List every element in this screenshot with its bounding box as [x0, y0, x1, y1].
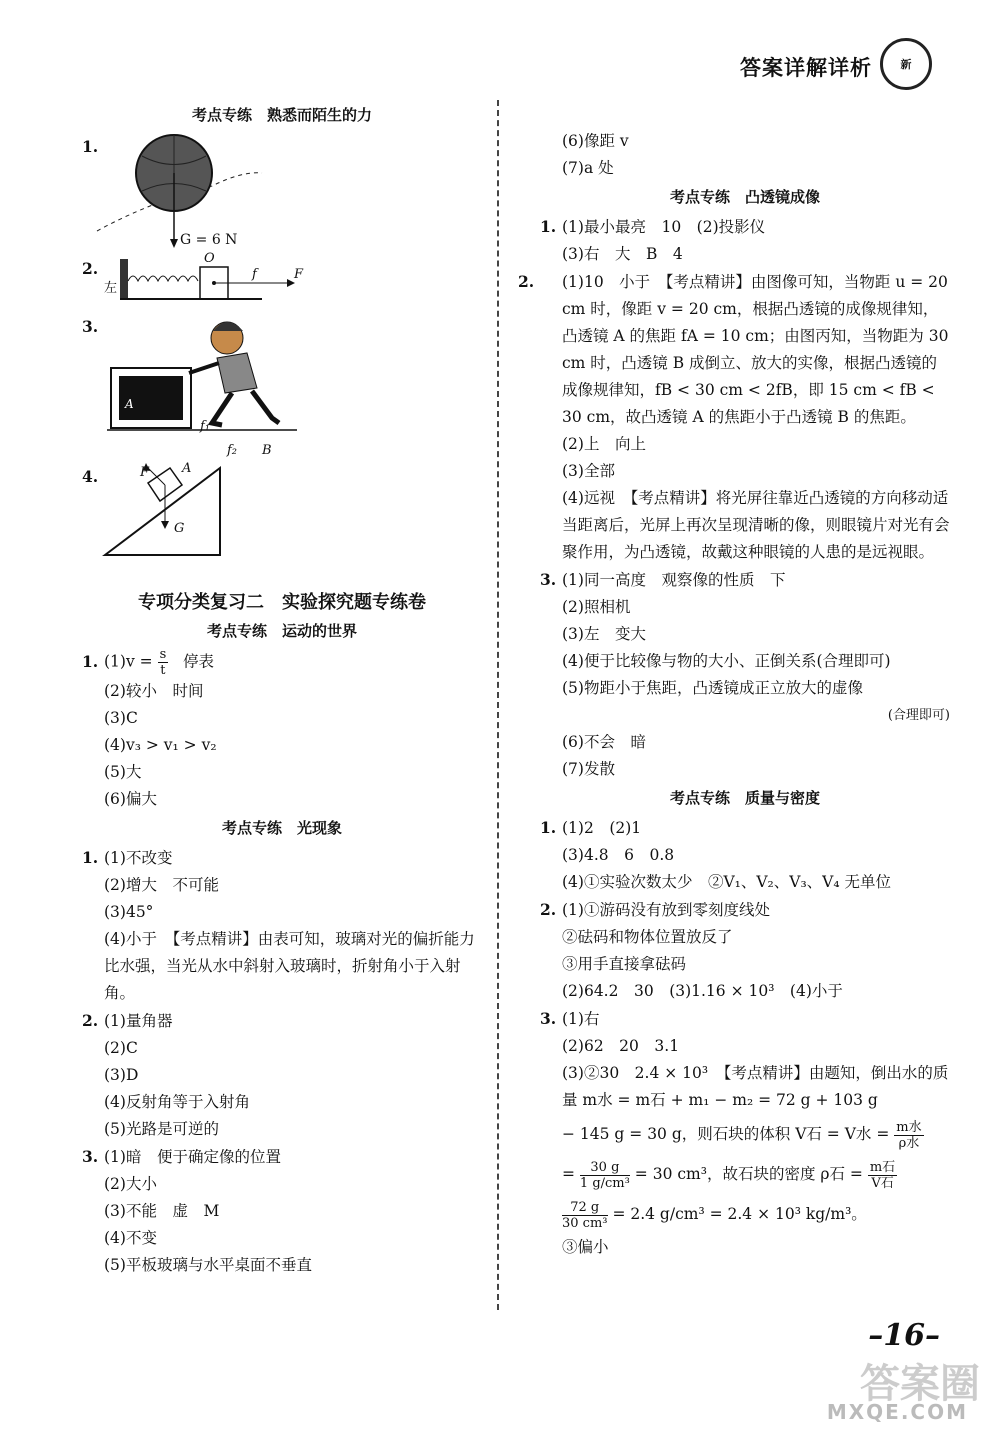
- motion-q1: [82, 647, 482, 678]
- section-title-motion: 考点专练 运动的世界: [206, 622, 357, 640]
- figure-3: [82, 313, 482, 463]
- answer-line: [540, 1114, 950, 1154]
- fraction-numerator: m石: [869, 1159, 896, 1175]
- answer-line: (4)便于比较像与物的大小、正倒关系(合理即可): [562, 652, 891, 670]
- answer-line: (6)偏大: [104, 790, 157, 808]
- answer-line: (3)右 大 B 4: [562, 245, 683, 263]
- answer-line: (3)D: [104, 1066, 139, 1084]
- answer-text: (1)暗 便于确定像的位置: [104, 1148, 281, 1166]
- answer-line: (5)物距小于焦距，凸透镜成正立放大的虚像: [562, 679, 863, 697]
- answer-text: 停表: [183, 652, 215, 671]
- chapter-title: 专项分类复习二 实验探究题专练卷: [138, 592, 426, 613]
- fraction-numerator: 72 g: [562, 1200, 608, 1216]
- answer-line: = $\frac{30 g}{\text{1 g/cm³}}$ = 30 cm³，故石块的密度 ρ石 = $\frac{\text{m石}}{\text{V石}}$: [562, 1159, 896, 1191]
- fraction-numerator: m水: [896, 1119, 922, 1135]
- gravity-label: G = 6 N: [180, 232, 238, 248]
- fraction-denominator: 30 cm³: [562, 1215, 608, 1231]
- fraction-denominator: V石: [871, 1175, 894, 1191]
- answer-line: ③偏小: [562, 1238, 609, 1256]
- answer-text: (1)①游码没有放到零刻度线处: [562, 901, 770, 919]
- lens-q2: [518, 268, 950, 431]
- fraction-numerator: s: [159, 647, 167, 662]
- lens-q1: [540, 213, 950, 241]
- light-q2: [82, 1007, 482, 1035]
- answer-text: (1)右: [562, 1010, 600, 1028]
- lens-q3: [540, 566, 950, 594]
- f2-label: f₂: [227, 443, 238, 458]
- answer-paragraph: (3)②30 2.4 × 10³ 【考点精讲】由题知，倒出水的质量 m水 = m石 + m₁ − m₂ = 72 g + 103 g: [562, 1064, 949, 1109]
- figure-number: 4.: [82, 467, 99, 486]
- volume-fraction: [894, 1120, 923, 1151]
- f1-label: f₁: [200, 419, 211, 434]
- question-number: 3.: [540, 570, 557, 589]
- force-f-label: F: [140, 465, 150, 480]
- answer-line: (4)v₃ > v₁ > v₂: [104, 736, 217, 754]
- question-number: 2.: [82, 1011, 99, 1030]
- mass-q2: [540, 896, 950, 924]
- boy-pushing-box-diagram: [107, 313, 327, 463]
- density-value-fraction: [562, 1200, 608, 1231]
- answer-text: = 2.4 g/cm³ = 2.4 × 10³ kg/m³。: [612, 1205, 867, 1223]
- page-number: –16–: [868, 1318, 940, 1353]
- answer-line: (3)45°: [104, 903, 154, 921]
- answer-text: (1)最小最亮 10 (2)投影仪: [562, 218, 766, 236]
- answer-line: (2)62 20 3.1: [562, 1037, 680, 1055]
- answer-text: (1)v =: [104, 652, 153, 671]
- logo-text: 新: [900, 58, 912, 71]
- answer-line: (2)照相机: [562, 598, 631, 616]
- header-title: 答案详解详析: [740, 56, 872, 80]
- figure-2: [82, 251, 482, 313]
- answer-line: (6)像距 v: [562, 132, 629, 150]
- question-number: 1.: [82, 848, 99, 867]
- answer-line: ②砝码和物体位置放反了: [562, 928, 733, 946]
- answer-paragraph: (1)10 小于 【考点精讲】由图像可知，当物距 u = 20 cm 时，像距 v = 20 cm，根据凸透镜的成像规律知，凸透镜 A 的焦距 fA = 10 cm；由图丙知，当物距为 30 cm 时，凸透镜 B 成倒立、放大的实像，根据凸透镜的成像规律知，fB < 30 cm < 2fB，即 15 cm < fB < 30 cm，故凸透镜 A 的焦距小于凸透镜 B 的焦距。: [562, 273, 949, 426]
- answer-line: (3)全部: [562, 462, 615, 480]
- question-number: 3.: [82, 1147, 99, 1166]
- column-divider: [497, 100, 499, 1310]
- fraction-denominator: ρ水: [898, 1135, 920, 1151]
- block-a-label: A: [182, 461, 192, 476]
- answer-text: (1)同一高度 观察像的性质 下: [562, 571, 786, 589]
- answer-line: (5)光路是可逆的: [104, 1120, 219, 1138]
- fraction-denominator: 1 g/cm³: [579, 1175, 630, 1191]
- figure-number: 3.: [82, 317, 99, 336]
- figure-4: [82, 463, 482, 583]
- answer-paragraph: (4)小于 【考点精讲】由表可知，玻璃对光的偏折能力比水强，当光从水中斜射入玻璃时，折射角小于入射角。: [104, 930, 475, 1002]
- answer-line: ③用手直接拿砝码: [562, 955, 687, 973]
- answer-line: (4)不变: [104, 1229, 157, 1247]
- speed-fraction: [158, 647, 169, 678]
- answer-line: (4)①实验次数太少 ②V₁、V₂、V₃、V₄ 无单位: [562, 873, 892, 891]
- answer-line: (2)C: [104, 1039, 138, 1057]
- answer-line: [540, 1194, 950, 1234]
- answer-text: (1)2 (2)1: [562, 819, 642, 837]
- point-b-label: B: [262, 443, 272, 458]
- fraction-denominator: t: [160, 663, 166, 678]
- answer-line: (6)不会 暗: [562, 733, 646, 751]
- fraction-numerator: 30 g: [580, 1160, 630, 1176]
- mass-q3: [540, 1005, 950, 1033]
- friction-label: f: [252, 267, 257, 282]
- answer-line: (3)不能 虚 M: [104, 1202, 220, 1220]
- density-fraction: [868, 1160, 897, 1191]
- answer-line: (2)大小: [104, 1175, 157, 1193]
- answer-line: (2)增大 不可能: [104, 876, 219, 894]
- answer-line: (2)上 向上: [562, 435, 646, 453]
- watermark-url: MXQE.COM: [826, 1400, 968, 1424]
- water-volume-fraction: [580, 1160, 630, 1191]
- question-number: 2.: [540, 900, 557, 919]
- answer-text: (1)量角器: [104, 1012, 173, 1030]
- section-title-light: 考点专练 光现象: [221, 819, 342, 837]
- watermark-logo: 答案圈: [860, 1361, 980, 1407]
- force-label: F: [294, 267, 304, 282]
- point-o-label: O: [204, 251, 215, 266]
- answer-line: (7)a 处: [562, 159, 614, 177]
- section-title-lens: 考点专练 凸透镜成像: [669, 188, 820, 206]
- figure-number: 2.: [82, 259, 99, 278]
- answer-line: (2)较小 时间: [104, 682, 204, 700]
- gravity-g-label: G: [174, 521, 185, 536]
- answer-paragraph: (4)远视 【考点精讲】将光屏往靠近凸透镜的方向移动适当距离后，光屏上再次呈现清晰的像，则眼镜片对光有会聚作用，为凸透镜，故戴这种眼镜的人患的是远视眼。: [562, 489, 950, 561]
- mass-q1: [540, 814, 950, 842]
- right-column: [518, 128, 950, 1261]
- figure-1: [82, 131, 482, 251]
- answer-line: (3)4.8 6 0.8: [562, 846, 675, 864]
- answer-line: (5)大: [104, 763, 142, 781]
- light-q1: [82, 844, 482, 872]
- answer-line: (2)64.2 30 (3)1.16 × 10³ (4)小于: [562, 982, 843, 1000]
- answer-text: − 145 g = 30 g，则石块的体积 V石 = V水 =: [562, 1125, 890, 1143]
- incline-diagram: [100, 463, 300, 573]
- question-number: 1.: [82, 651, 99, 671]
- left-label: 左: [104, 281, 118, 296]
- spring-block-diagram: [112, 251, 352, 311]
- question-number: 1.: [540, 217, 557, 236]
- answer-text: = 30 cm³，故石块的密度 ρ石 =: [634, 1165, 863, 1183]
- answer-line: (7)发散: [562, 760, 615, 778]
- question-number: 2.: [518, 272, 535, 291]
- box-a-label: A: [125, 397, 134, 411]
- question-number: 1.: [540, 818, 557, 837]
- brand-logo: [880, 38, 932, 90]
- answer-line: (5)平板玻璃与水平桌面不垂直: [104, 1256, 312, 1274]
- section-title-mass: 考点专练 质量与密度: [669, 789, 820, 807]
- answer-line: (3)C: [104, 709, 138, 727]
- question-number: 3.: [540, 1009, 557, 1028]
- note-reasonable: (合理即可): [887, 708, 950, 723]
- section-title-force: 考点专练 熟悉而陌生的力: [191, 106, 372, 124]
- light-q3: [82, 1143, 482, 1171]
- figure-number: 1.: [82, 137, 99, 156]
- left-column: [82, 100, 482, 1279]
- answer-text: (1)不改变: [104, 849, 173, 867]
- answer-line: (4)反射角等于入射角: [104, 1093, 250, 1111]
- answer-line: (3)左 变大: [562, 625, 646, 643]
